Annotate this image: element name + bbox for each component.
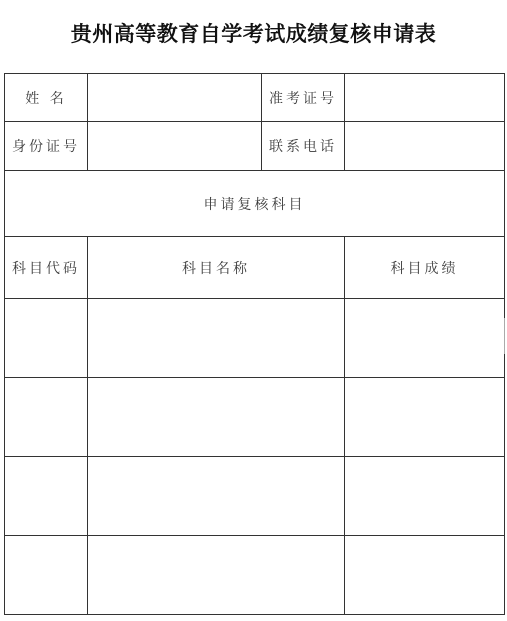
exam-id-field[interactable] — [345, 74, 505, 122]
name-field[interactable] — [88, 74, 262, 122]
table-row — [5, 536, 505, 615]
name-label: 姓 名 — [5, 74, 88, 122]
column-header-subject-name: 科目名称 — [88, 237, 345, 299]
phone-field[interactable] — [345, 122, 505, 171]
subject-score-cell[interactable] — [345, 536, 505, 615]
subject-score-cell[interactable] — [345, 299, 505, 378]
subject-code-cell[interactable] — [5, 299, 88, 378]
form-title: 贵州高等教育自学考试成绩复核申请表 — [70, 21, 437, 46]
subject-score-cell[interactable] — [345, 457, 505, 536]
subject-name-cell[interactable] — [88, 299, 345, 378]
subject-code-cell[interactable] — [5, 536, 88, 615]
subject-code-cell[interactable] — [5, 457, 88, 536]
table-row — [5, 378, 505, 457]
name-row — [5, 74, 505, 122]
table-row — [5, 457, 505, 536]
subject-score-cell[interactable] — [345, 378, 505, 457]
id-phone-row — [5, 122, 505, 171]
subject-code-cell[interactable] — [5, 378, 88, 457]
column-header-row — [5, 237, 505, 299]
table-row — [5, 299, 505, 378]
id-card-field[interactable] — [88, 122, 262, 171]
column-header-score: 科目成绩 — [345, 237, 505, 299]
subject-name-cell[interactable] — [88, 378, 345, 457]
column-header-code: 科目代码 — [5, 237, 88, 299]
id-card-label: 身份证号 — [5, 122, 88, 171]
section-header-row — [5, 171, 505, 237]
phone-label: 联系电话 — [262, 122, 345, 171]
application-form-table — [4, 73, 505, 615]
subject-name-cell[interactable] — [88, 536, 345, 615]
subject-name-cell[interactable] — [88, 457, 345, 536]
exam-id-label: 准考证号 — [262, 74, 345, 122]
page-edge-marker — [504, 318, 505, 354]
section-header: 申请复核科目 — [5, 171, 505, 237]
